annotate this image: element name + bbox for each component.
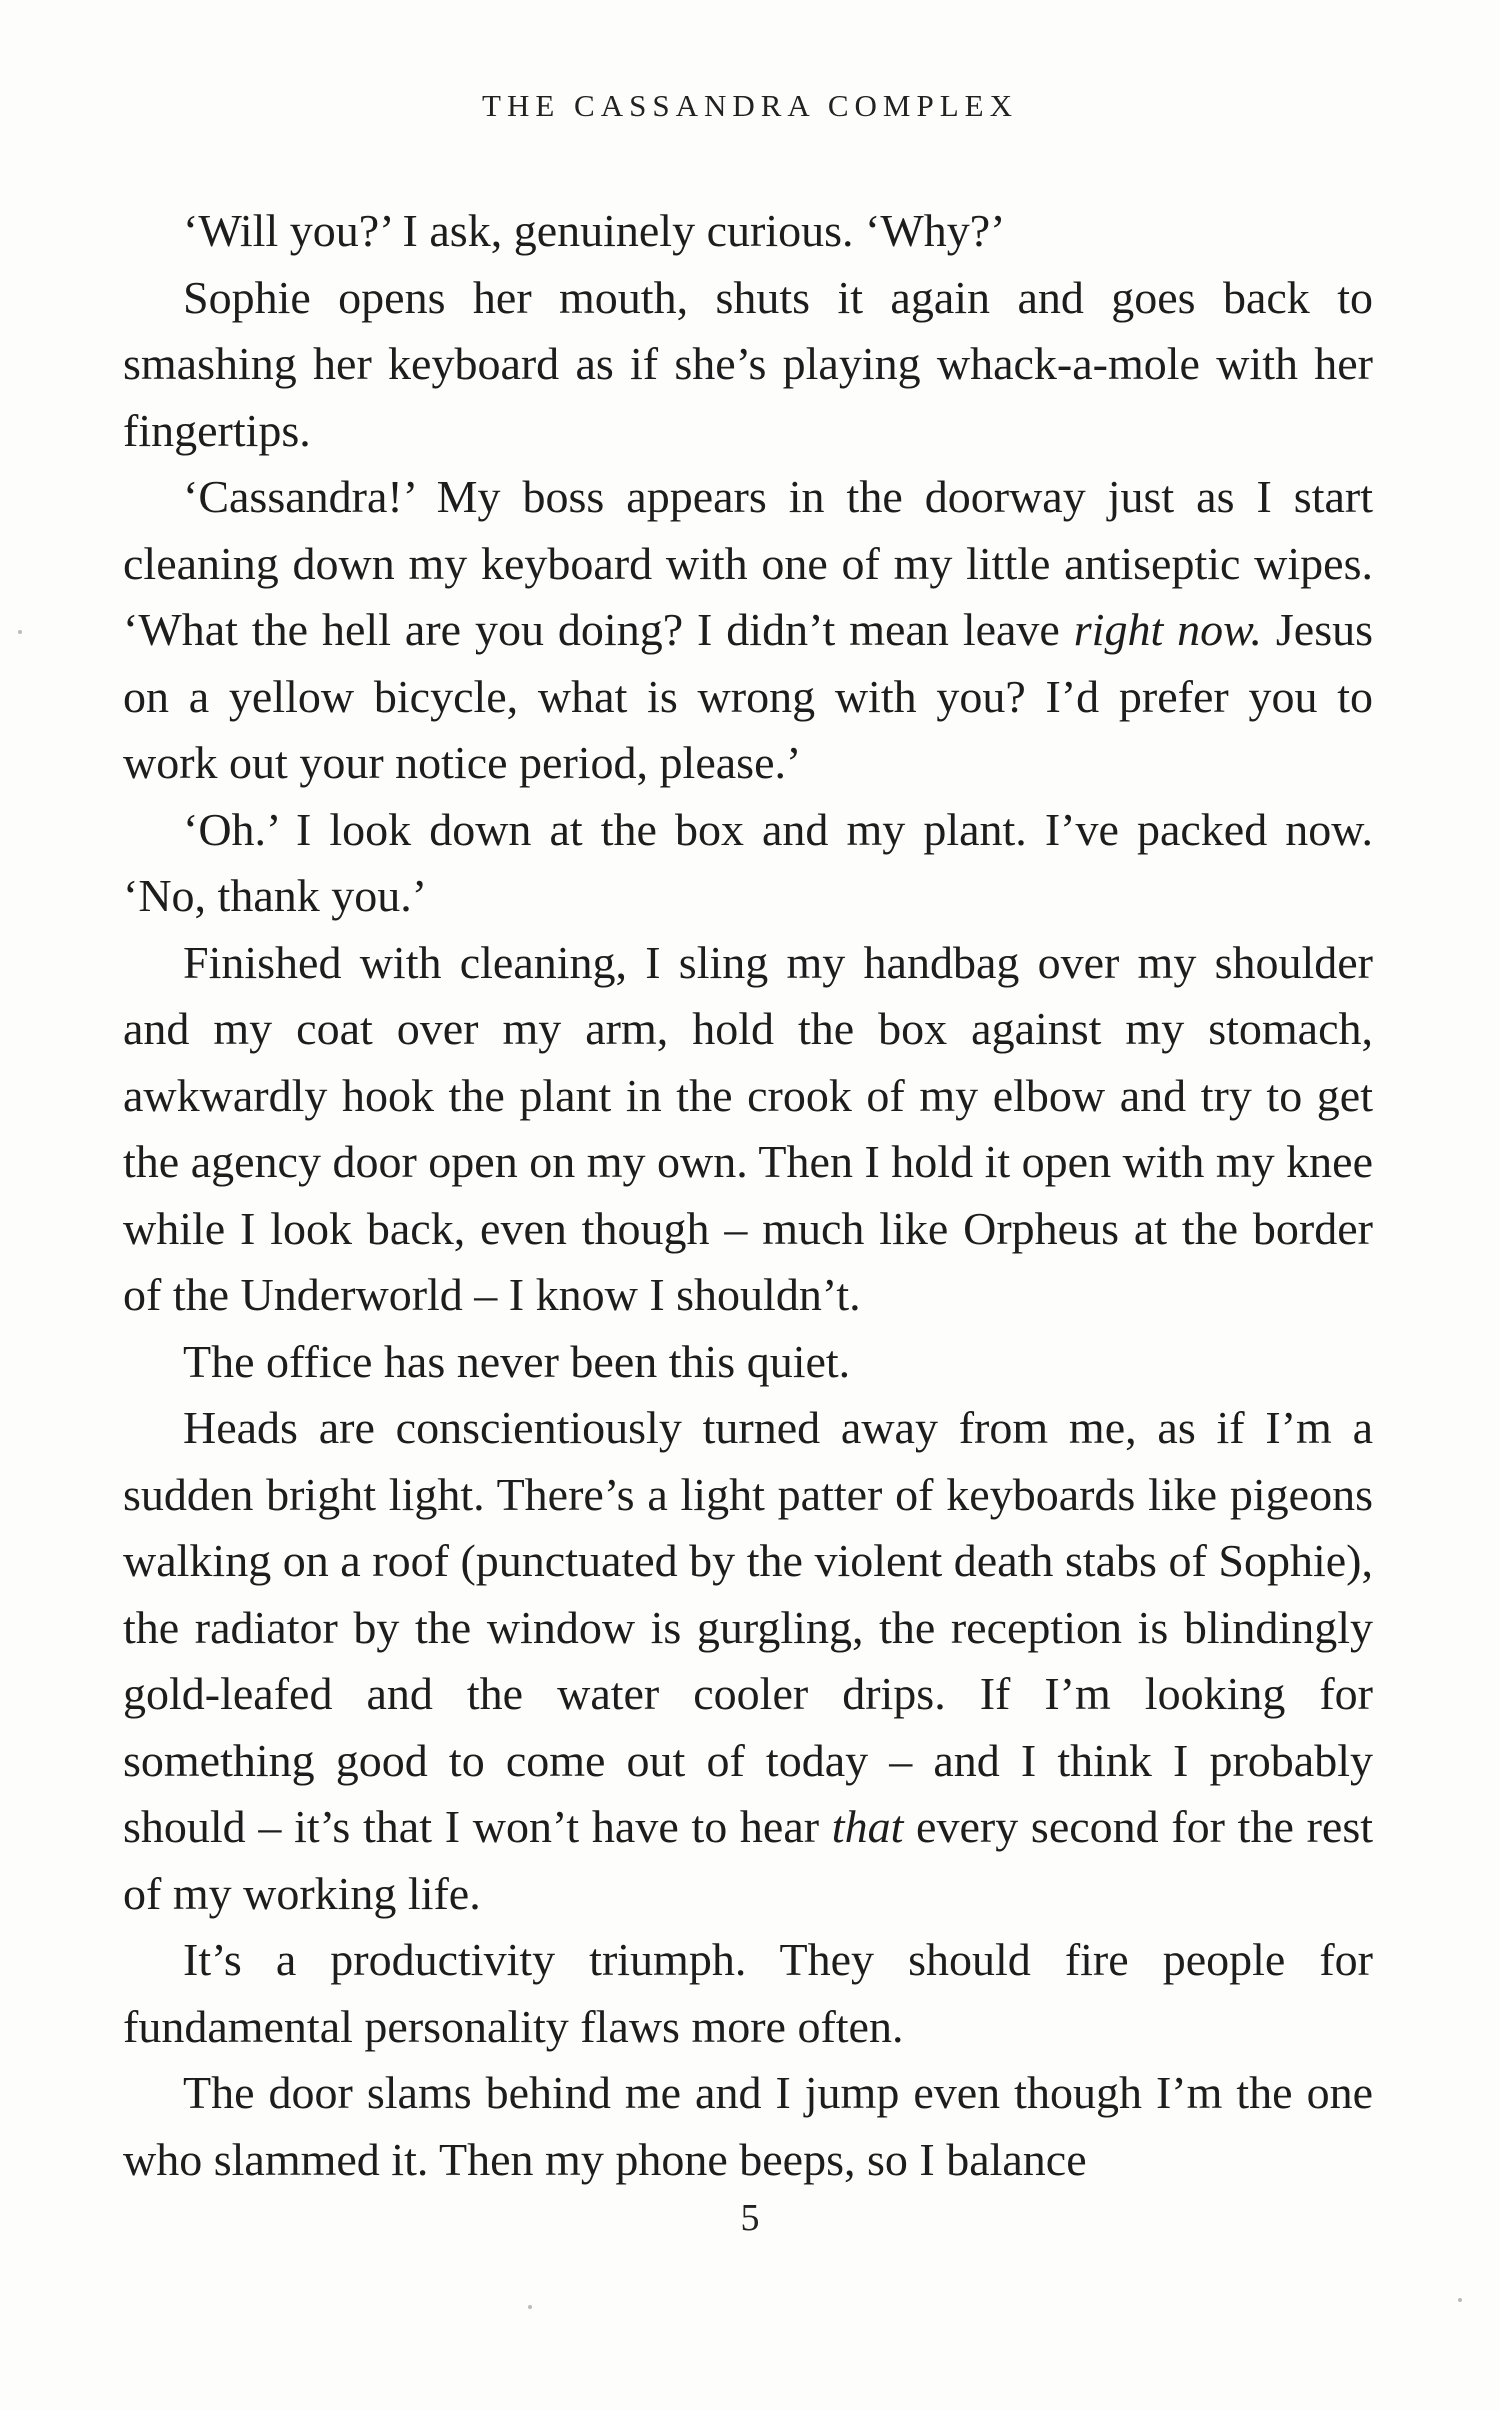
paragraph-1: ‘Will you?’ I ask, genuinely curious. ‘Why?’ [183, 205, 1006, 256]
paragraph-5: Finished with cleaning, I sling my handbag over my shoulder and my coat over my arm, hold the box against my stomach, awkwardly hook the plant in the crook of my elbow and try to get the agency door open on my own. Then I hold it open with my knee while I look back, even though – much like Orpheus at the border of the Underworld – I know I shouldn’t. [123, 936, 1373, 1320]
paragraph-2: Sophie opens her mouth, shuts it again and goes back to smashing her keyboard as if she’s playing whack-a-mole with her fingertips. [123, 271, 1373, 456]
body-text [123, 198, 1373, 2193]
paragraph-8: It’s a productivity triumph. They should fire people for fundamental personality flaws more often. [123, 1934, 1373, 2052]
scan-speck [1458, 2298, 1462, 2302]
emphasis-that: that [831, 1801, 904, 1852]
paragraph-3: ‘Cassandra!’ My boss appears in the doorway just as I start cleaning down my keyboard with one of my little antiseptic wipes. ‘What the hell are you doing? I didn’t mean leave right now. Jesus on a yellow bicycle, what is wrong with you? I’d prefer you to work out your notice period, please.’ [123, 471, 1374, 788]
running-head: THE CASSANDRA COMPLEX [482, 88, 1018, 123]
paragraph-4: ‘Oh.’ I look down at the box and my plant. I’ve packed now. ‘No, thank you.’ [123, 803, 1373, 921]
scan-speck [18, 630, 22, 634]
scan-speck [528, 2305, 532, 2309]
page-number: 5 [740, 2197, 760, 2239]
paragraph-9: The door slams behind me and I jump even though I’m the one who slammed it. Then my phone beeps, so I balance [123, 2067, 1373, 2185]
paragraph-6: The office has never been this quiet. [183, 1335, 851, 1387]
paragraph-7: Heads are conscientiously turned away from me, as if I’m a sudden bright light. There’s a light patter of keyboards like pigeons walking on a roof (punctuated by the violent death stabs of Sophie), the radiator by the window is gurgling, the reception is blindingly gold-leafed and the water cooler drips. If I’m looking for something good to come out of today – and I think I probably should – it’s that I won’t have to hear that every second for the rest of my working life. [123, 1402, 1374, 1919]
emphasis-right-now: right now. [1073, 604, 1262, 655]
